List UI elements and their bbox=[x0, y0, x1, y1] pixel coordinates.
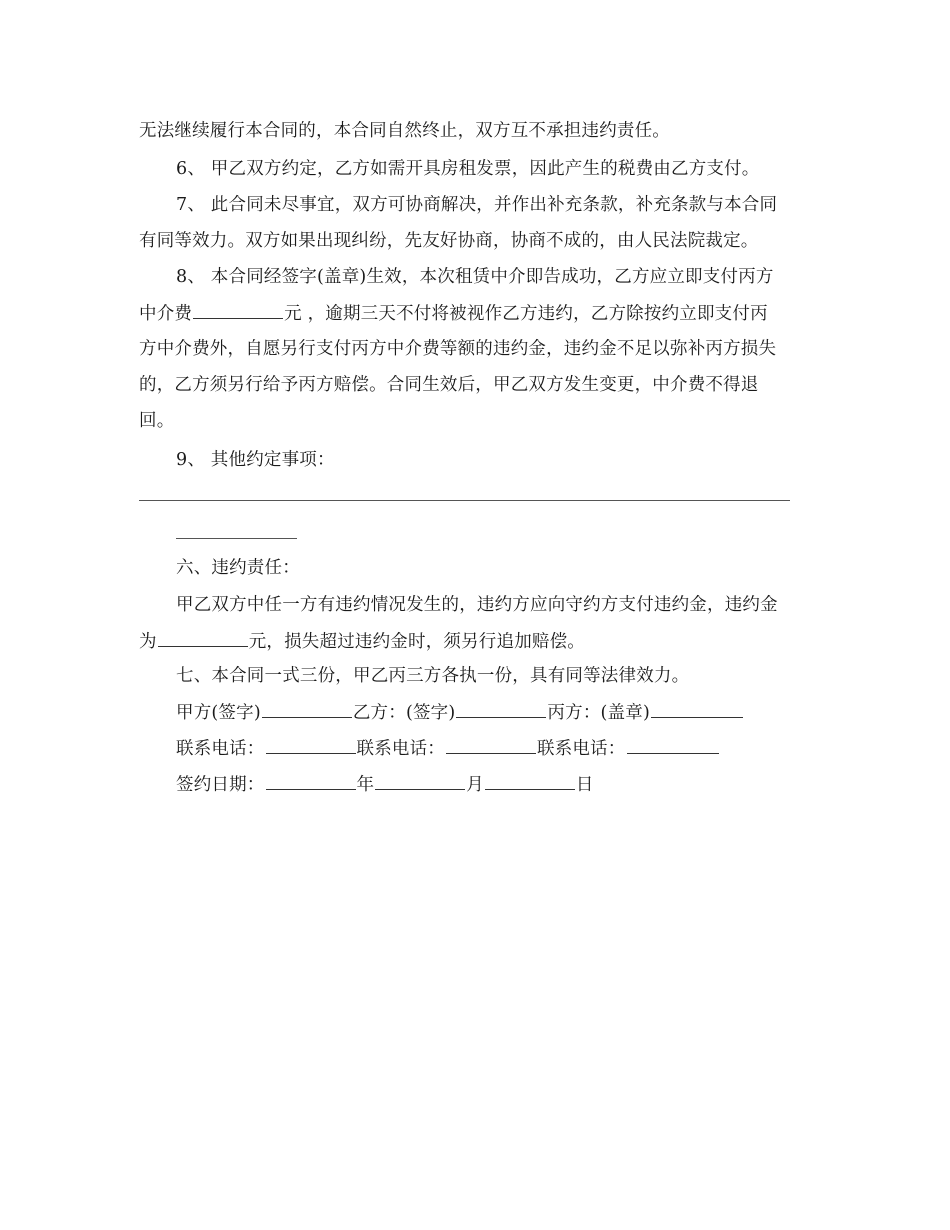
phone-label-b: 联系电话： bbox=[356, 739, 445, 759]
other-terms-blank-line-short[interactable] bbox=[176, 538, 297, 539]
text: 元 ，逾期三天不付将被视作乙方违约，乙方除按约立即支付丙 bbox=[284, 304, 768, 324]
agency-fee-blank[interactable] bbox=[193, 301, 283, 319]
clause-8-line-1 bbox=[176, 265, 774, 289]
party-c-phone-blank[interactable] bbox=[627, 736, 719, 754]
text: 方中介费外，自愿另行支付丙方中介费等额的违约金，违约金不足以弥补丙方损失 bbox=[139, 339, 777, 359]
month-blank[interactable] bbox=[375, 772, 465, 790]
party-a-signature-blank[interactable] bbox=[262, 700, 352, 718]
paragraph-line bbox=[139, 119, 670, 143]
penalty-amount-blank[interactable] bbox=[158, 629, 248, 647]
clause-7-line-2 bbox=[139, 229, 759, 253]
section-6-line-2 bbox=[139, 629, 585, 654]
year-label: 年 bbox=[356, 775, 375, 795]
clause-8-line-3 bbox=[139, 337, 776, 361]
date-label: 签约日期： bbox=[176, 775, 265, 795]
phone-label-a: 联系电话： bbox=[176, 739, 265, 759]
date-row bbox=[176, 772, 594, 797]
party-b-phone-blank[interactable] bbox=[446, 736, 536, 754]
text: 七、本合同一式三份，甲乙丙三方各执一份，具有同等法律效力。 bbox=[176, 666, 690, 686]
text: 有同等效力。双方如果出现纠纷，先友好协商，协商不成的，由人民法院裁定。 bbox=[139, 231, 759, 251]
text: 元，损失超过违约金时，须另行追加赔偿。 bbox=[248, 632, 586, 652]
text: 中介费 bbox=[139, 304, 193, 324]
text: 9、 其他约定事项： bbox=[176, 450, 335, 470]
text: 6、 甲乙双方约定，乙方如需开具房租发票，因此产生的税费由乙方支付。 bbox=[176, 159, 760, 179]
text: 8、 本合同经签字(盖章)生效，本次租赁中介即告成功，乙方应立即支付丙方 bbox=[176, 267, 774, 287]
day-label: 日 bbox=[575, 775, 594, 795]
clause-8-line-5 bbox=[139, 409, 174, 433]
party-b-label: 乙方：(签字) bbox=[352, 703, 456, 723]
section-6-line-1 bbox=[176, 593, 778, 617]
month-label: 月 bbox=[466, 775, 484, 795]
text: 六、违约责任： bbox=[176, 558, 300, 578]
text: 的，乙方须另行给予丙方赔偿。合同生效后，甲乙双方发生变更，中介费不得退 bbox=[139, 375, 759, 395]
phone-label-c: 联系电话： bbox=[537, 739, 626, 759]
text: 回。 bbox=[139, 411, 175, 431]
clause-7-line-1 bbox=[176, 193, 777, 217]
clause-8-line-2 bbox=[139, 301, 768, 326]
text: 7、 此合同未尽事宜，双方可协商解决，并作出补充条款，补充条款与本合同 bbox=[176, 195, 778, 215]
text: 为 bbox=[139, 632, 157, 652]
party-b-signature-blank[interactable] bbox=[456, 700, 546, 718]
clause-9 bbox=[176, 448, 335, 472]
clause-8-line-4 bbox=[139, 373, 759, 397]
party-c-seal-blank[interactable] bbox=[651, 700, 743, 718]
phone-row bbox=[176, 736, 720, 761]
other-terms-blank-line[interactable] bbox=[139, 500, 790, 501]
section-7 bbox=[176, 664, 689, 688]
text: 甲乙双方中任一方有违约情况发生的，违约方应向守约方支付违约金，违约金 bbox=[176, 595, 778, 615]
day-blank[interactable] bbox=[485, 772, 575, 790]
party-c-label: 丙方：(盖章) bbox=[547, 703, 650, 723]
party-a-phone-blank[interactable] bbox=[266, 736, 356, 754]
signature-row bbox=[176, 700, 744, 725]
text: 无法继续履行本合同的，本合同自然终止，双方互不承担违约责任。 bbox=[139, 121, 670, 141]
party-a-label: 甲方(签字) bbox=[176, 703, 261, 723]
section-6-title bbox=[176, 556, 300, 580]
clause-6 bbox=[176, 157, 760, 181]
year-blank[interactable] bbox=[266, 772, 356, 790]
